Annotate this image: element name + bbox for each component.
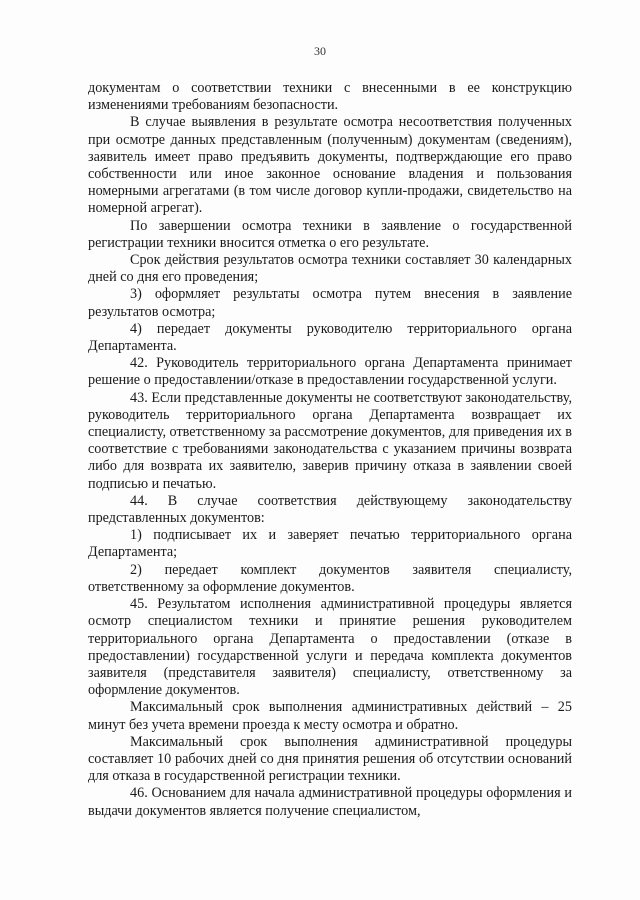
- paragraph: 42. Руководитель территориального органа Департамента принимает решение о предоставлении/отказе в предоставлении государственной услуги.: [88, 355, 572, 389]
- paragraph: В случае выявления в результате осмотра несоответствия полученных при осмотре данных представленным (полученным) документам (сведениям), заявитель имеет право предъявить документы, подтверждающие его право собственности или иное законное основание владения и пользования номерными агрегатами (в том числе договор купли-продажи, свидетельство на номерной агрегат).: [88, 114, 572, 217]
- paragraph: 1) подписывает их и заверяет печатью территориального органа Департамента;: [88, 527, 572, 561]
- paragraph: 2) передает комплект документов заявителя специалисту, ответственному за оформление документов.: [88, 561, 572, 595]
- paragraph: Максимальный срок выполнения административной процедуры составляет 10 рабочих дней со дня принятия решения об отсутствии оснований для отказа в государственной регистрации техники.: [88, 733, 572, 785]
- paragraph: документам о соответствии техники с внесенными в ее конструкцию изменениями требованиям безопасности.: [88, 80, 572, 114]
- document-body: [88, 80, 572, 820]
- paragraph: 44. В случае соответствия действующему законодательству представленных документов:: [88, 492, 572, 527]
- page-number: 30: [314, 44, 326, 58]
- paragraph: 43. Если представленные документы не соответствуют законодательству, руководитель территориального органа Департамента возвращает их специалисту, ответственному за рассмотрение документов, для приведения их в соответствие с требованиями законодательства с указанием причины возврата либо для возврата их заявителю, заверив причину отказа в заявлении своей подписью и печатью.: [88, 389, 572, 492]
- paragraph: 45. Результатом исполнения административной процедуры является осмотр специалистом техники и принятие решения руководителем территориального органа Департамента о предоставлении (отказе в предоставлении) государственной услуги и передача комплекта документов заявителя (представителя заявителя) специалисту, ответственному за оформление документов.: [88, 596, 572, 699]
- paragraph: Максимальный срок выполнения административных действий – 25 минут без учета времени проезда к месту осмотра и обратно.: [88, 699, 572, 733]
- paragraph: 46. Основанием для начала административной процедуры оформления и выдачи документов является получение специалистом,: [88, 785, 572, 819]
- paragraph: 4) передает документы руководителю территориального органа Департамента.: [88, 320, 572, 355]
- paragraph: Срок действия результатов осмотра техники составляет 30 календарных дней со дня его проведения;: [88, 252, 572, 286]
- paragraph: 3) оформляет результаты осмотра путем внесения в заявление результатов осмотра;: [88, 286, 572, 320]
- paragraph: По завершении осмотра техники в заявление о государственной регистрации техники вносится отметка о его результате.: [88, 217, 572, 251]
